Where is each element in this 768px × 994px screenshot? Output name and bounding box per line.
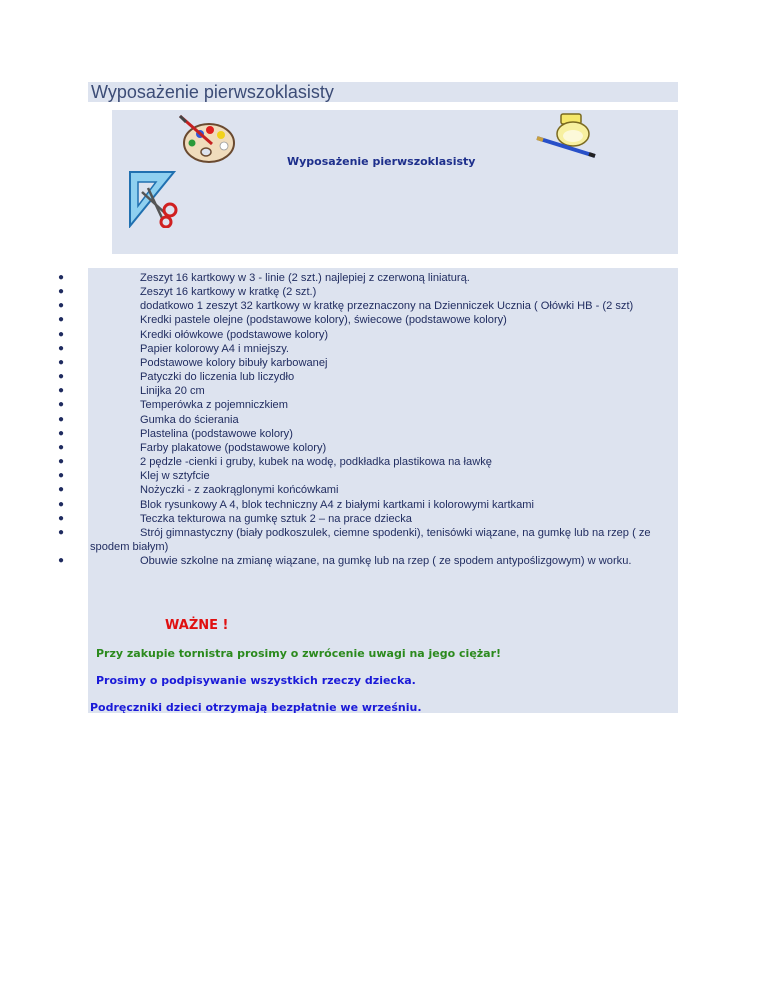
- list-item-text: [0, 526, 678, 554]
- list-item: ● Obuwie szkolne na zmianę wiązane, na gumkę lub na rzep ( ze spodem antypoślizgowym) w worku.: [0, 554, 678, 568]
- list-item: ● Patyczki do liczenia lub liczydło: [0, 370, 678, 384]
- triangle-scissors-icon: [126, 170, 182, 228]
- list-item-text: Obuwie szkolne na zmianę wiązane, na gumkę lub na rzep ( ze spodem antypoślizgowym) w worku.: [140, 555, 632, 568]
- list-item-text: Zeszyt 16 kartkowy w 3 - linie (2 szt.) najlepiej z czerwoną liniaturą.: [140, 272, 470, 284]
- backpack-note: Przy zakupie tornistra prosimy o zwrócenie uwagi na jego ciężar!: [96, 647, 502, 660]
- list-item: ● Papier kolorowy A4 i mniejszy.: [0, 342, 678, 356]
- list-item: ● Temperówka z pojemniczkiem: [0, 398, 678, 412]
- palette-icon: [176, 112, 236, 168]
- list-item: ● Farby plakatowe (podstawowe kolory): [0, 441, 678, 455]
- list-item-line: spodem białym): [90, 540, 169, 553]
- banner-title: Wyposażenie pierwszoklasisty: [287, 155, 476, 168]
- list-item-text: Blok rysunkowy A 4, blok techniczny A4 z białymi kartkami i kolorowymi kartkami: [140, 498, 534, 511]
- list-item: ● Kredki pastele olejne (podstawowe kolory), świecowe (podstawowe kolory): [0, 313, 678, 327]
- list-item-text: Klej w sztyfcie: [140, 470, 210, 483]
- list-item: ● Gumka do ścierania: [0, 413, 678, 427]
- list-item: ● Zeszyt 16 kartkowy w kratkę (2 szt.): [0, 285, 678, 299]
- list-item: ● Blok rysunkowy A 4, blok techniczny A4 z białymi kartkami i kolorowymi kartkami: [0, 498, 678, 512]
- list-item: ● Klej w sztyfcie: [0, 469, 678, 483]
- list-item-text: Podstawowe kolory bibuły karbowanej: [140, 356, 328, 369]
- list-item: ● Nożyczki - z zaokrąglonymi końcówkami: [0, 483, 678, 497]
- list-item: ● Zeszyt 16 kartkowy w 3 - linie (2 szt.) najlepiej z czerwoną liniaturą.: [0, 271, 678, 285]
- list-item-text: Farby plakatowe (podstawowe kolory): [140, 441, 327, 454]
- panel-gap: [0, 566, 88, 714]
- list-item-text: Gumka do ścierania: [140, 413, 239, 426]
- list-item-line: Strój gimnastyczny (biały podkoszulek, ciemne spodenki), tenisówki wiązane, na gumkę lub na rzep ( ze: [140, 526, 651, 539]
- list-item-text: Patyczki do liczenia lub liczydło: [140, 371, 295, 384]
- list-item-text: Linijka 20 cm: [140, 385, 205, 398]
- list-item-text: Kredki pastele olejne (podstawowe kolory), świecowe (podstawowe kolory): [140, 314, 507, 327]
- list-item-text: Plastelina (podstawowe kolory): [140, 427, 293, 440]
- list-item-text: dodatkowo 1 zeszyt 32 kartkowy w kratkę przeznaczony na Dzienniczek Ucznia ( Ołówki HB - (2 szt): [140, 300, 634, 313]
- list-item: ● Strój gimnastyczny (biały podkoszulek, ciemne spodenki), tenisówki wiązane, na gumkę lub na rzep ( ze spodem białym): [0, 526, 678, 554]
- list-item: ● Plastelina (podstawowe kolory): [0, 427, 678, 441]
- list-item-text: Teczka tekturowa na gumkę sztuk 2 – na prace dziecka: [140, 512, 412, 525]
- list-item: ● Teczka tekturowa na gumkę sztuk 2 – na prace dziecka: [0, 512, 678, 526]
- title-bar: [88, 82, 678, 102]
- list-item-text: Zeszyt 16 kartkowy w kratkę (2 szt.): [140, 286, 317, 299]
- ink-pen-icon: [535, 112, 599, 160]
- list-item-text: Nożyczki - z zaokrąglonymi końcówkami: [140, 484, 339, 497]
- list-item-text: Temperówka z pojemniczkiem: [140, 399, 288, 412]
- list-item-text: Papier kolorowy A4 i mniejszy.: [140, 342, 290, 355]
- page-title: Wyposażenie pierwszoklasisty: [91, 82, 334, 102]
- textbooks-note: Podręczniki dzieci otrzymają bezpłatnie we wrześniu.: [90, 701, 422, 714]
- list-item-text: 2 pędzle -cienki i gruby, kubek na wodę, podkładka plastikowa na ławkę: [140, 456, 492, 469]
- supplies-list: [0, 271, 678, 568]
- list-item: ● 2 pędzle -cienki i gruby, kubek na wodę, podkładka plastikowa na ławkę: [0, 455, 678, 469]
- list-item-text: Kredki ołówkowe (podstawowe kolory): [140, 328, 329, 341]
- important-heading: WAŻNE !: [165, 618, 229, 633]
- list-item: ● Linijka 20 cm: [0, 384, 678, 398]
- sign-items-note: Prosimy o podpisywanie wszystkich rzeczy dziecka.: [96, 674, 416, 687]
- list-item: ● Podstawowe kolory bibuły karbowanej: [0, 356, 678, 370]
- list-item: ● dodatkowo 1 zeszyt 32 kartkowy w kratkę przeznaczony na Dzienniczek Ucznia ( Ołówki HB - (2 szt): [0, 299, 678, 313]
- list-item: ● Kredki ołówkowe (podstawowe kolory): [0, 328, 678, 342]
